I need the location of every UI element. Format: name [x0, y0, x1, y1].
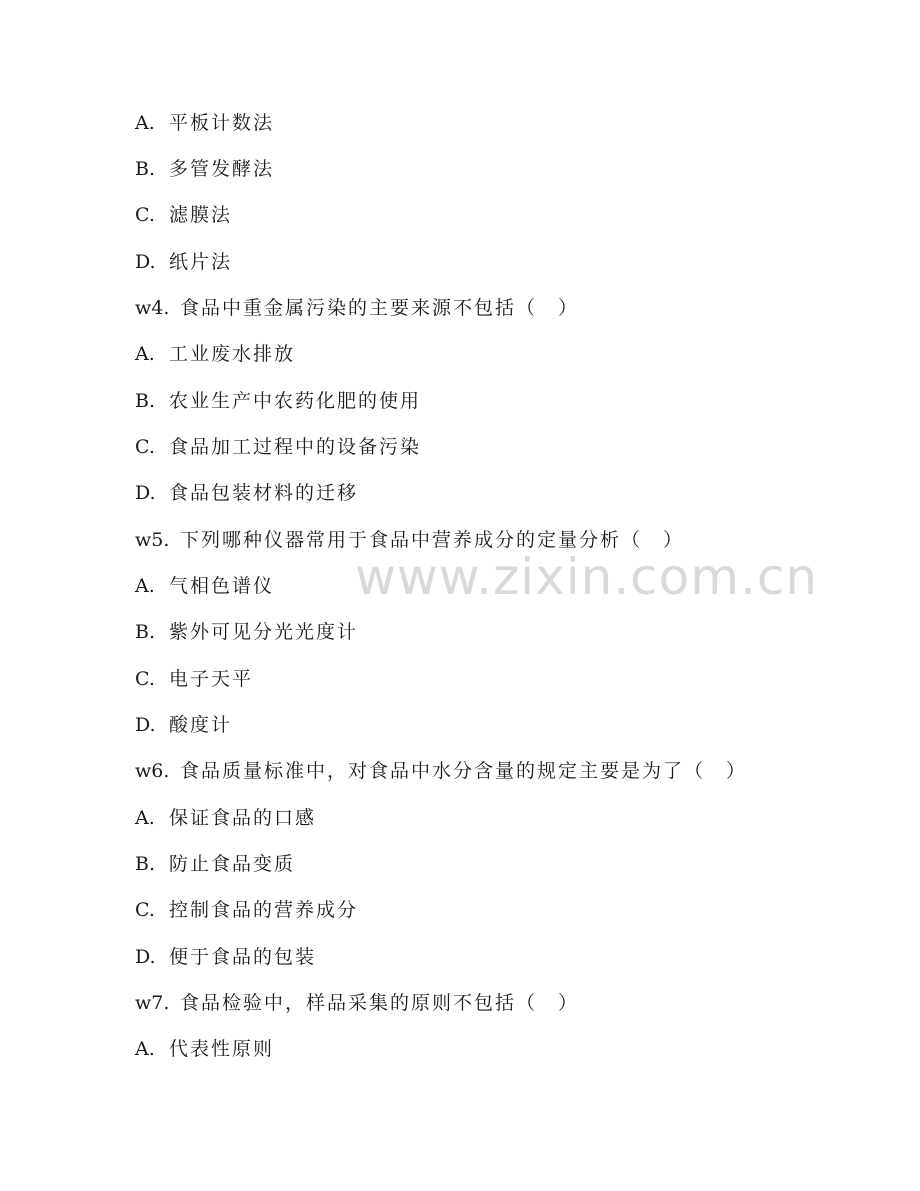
- option-line: [135, 111, 274, 135]
- option-text: 紫外可见分光光度计: [169, 621, 359, 643]
- question-text: 食品中重金属污染的主要来源不包括（ ）: [180, 297, 580, 319]
- option-label: B.: [135, 158, 156, 180]
- option-text: 酸度计: [169, 714, 233, 736]
- option-label: B.: [135, 390, 156, 412]
- option-line: [135, 574, 274, 598]
- option-line: [135, 945, 316, 969]
- option-text: 多管发酵法: [169, 158, 275, 180]
- option-line: [135, 203, 232, 227]
- option-label: D.: [135, 251, 156, 273]
- option-text: 电子天平: [169, 668, 254, 690]
- option-line: [135, 852, 295, 876]
- option-label: A.: [135, 1038, 155, 1060]
- question-line: [135, 296, 579, 320]
- option-text: 食品包装材料的迁移: [169, 482, 359, 504]
- option-text: 食品加工过程中的设备污染: [169, 436, 422, 458]
- option-line: [135, 898, 358, 922]
- option-text: 气相色谱仪: [169, 575, 275, 597]
- option-label: A.: [135, 807, 155, 829]
- option-label: A.: [135, 575, 155, 597]
- question-number: w7.: [135, 992, 170, 1014]
- option-text: 保证食品的口感: [169, 807, 317, 829]
- option-label: B.: [135, 621, 156, 643]
- question-text: 下列哪种仪器常用于食品中营养成分的定量分析（ ）: [180, 529, 685, 551]
- option-line: [135, 620, 358, 644]
- option-label: C.: [135, 204, 155, 226]
- question-line: [135, 991, 579, 1015]
- option-label: A.: [135, 343, 155, 365]
- question-number: w5.: [135, 529, 170, 551]
- option-line: [135, 342, 295, 366]
- option-text: 纸片法: [169, 251, 233, 273]
- question-text: 食品检验中，样品采集的原则不包括（ ）: [180, 992, 580, 1014]
- option-text: 控制食品的营养成分: [169, 899, 359, 921]
- option-line: [135, 713, 232, 737]
- option-text: 便于食品的包装: [169, 946, 317, 968]
- option-line: [135, 435, 421, 459]
- option-text: 代表性原则: [169, 1038, 275, 1060]
- option-label: D.: [135, 946, 156, 968]
- option-text: 平板计数法: [169, 112, 275, 134]
- question-number: w6.: [135, 760, 170, 782]
- option-label: C.: [135, 899, 155, 921]
- option-label: C.: [135, 668, 155, 690]
- option-line: [135, 667, 253, 691]
- option-line: [135, 157, 274, 181]
- watermark: www.zixin.com.cn: [355, 548, 819, 606]
- option-text: 农业生产中农药化肥的使用: [169, 390, 422, 412]
- question-line: [135, 759, 747, 783]
- option-label: C.: [135, 436, 155, 458]
- option-label: B.: [135, 853, 156, 875]
- question-text: 食品质量标准中，对食品中水分含量的规定主要是为了（ ）: [180, 760, 748, 782]
- option-line: [135, 806, 316, 830]
- option-line: [135, 250, 232, 274]
- option-label: A.: [135, 112, 155, 134]
- option-label: D.: [135, 482, 156, 504]
- option-text: 工业废水排放: [169, 343, 296, 365]
- question-number: w4.: [135, 297, 170, 319]
- option-text: 防止食品变质: [169, 853, 296, 875]
- option-text: 滤膜法: [169, 204, 233, 226]
- option-line: [135, 1037, 274, 1061]
- option-line: [135, 481, 358, 505]
- option-line: [135, 389, 421, 413]
- option-label: D.: [135, 714, 156, 736]
